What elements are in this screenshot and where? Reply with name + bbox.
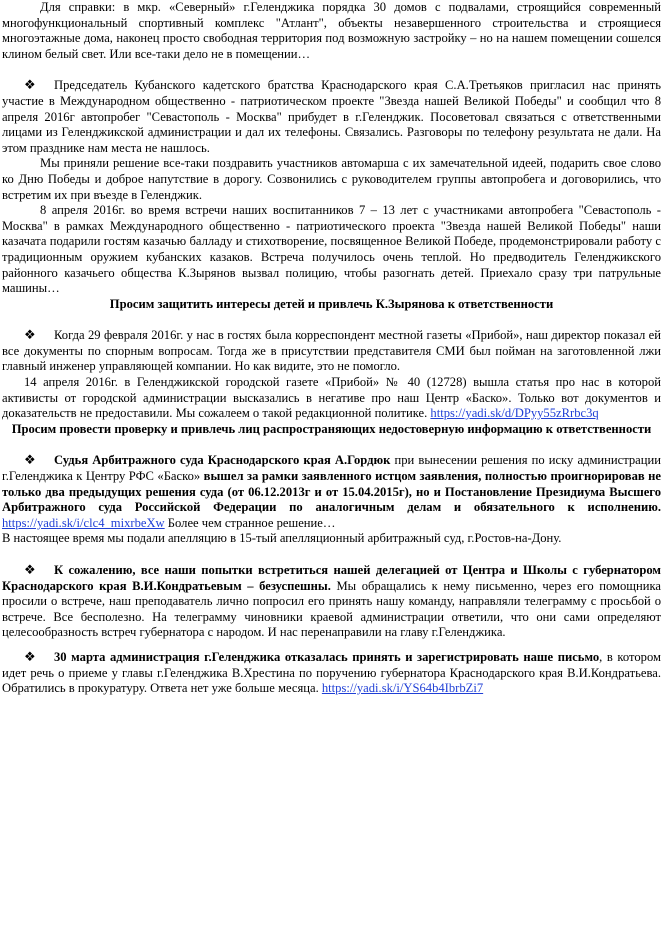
section4-paragraph: ❖ К сожалению, все наши попытки встретиться нашей делегацией от Центра и Школы с губернатором Краснодарского края В.И.Кондратьевым – безуспешны. Мы обращались к нему письменно, через его помощника просили о встрече, наш преподаватель лично попросил его принять нашу команду, направляли телеграмму с просьбой о встрече. Все бесполезно. На телеграмму чиновники краевой администрации ответили, что они сами определяют целесообразность встреч губернатора с народом. И нас перенаправили на главу г.Геленджика.	[2, 562, 661, 640]
section2-paragraph2: 14 апреля 2016г. в Геленджикской городской газете «Прибой» № 40 (12728) вышла статья про нас в которой активисты от городской администрации высказались в негативе про наш Центр «Баско». Только вот документов и доказательств не предоставили. Мы сожалеем о такой редакционной политике. https://yadi.sk/d/DPyy55zRrbc3q	[2, 375, 661, 421]
bullet-diamond-icon: ❖	[24, 77, 36, 93]
section2-paragraph1: ❖ Когда 29 февраля 2016г. у нас в гостях была корреспондент местной газеты «Прибой», наш директор показал ей все документы по спорным вопросам. Тогда же в присутствии представителя СМИ был пойман на заготовленной лжи главный инженер управляющей компании. Но как видите, это не помогло.	[2, 327, 661, 374]
section1-heading: Просим защитить интересы детей и привлечь К.Зырянова к ответственности	[109, 296, 554, 311]
section1-paragraph2: Мы приняли решение все-таки поздравить участников автомарша с их замечательной идеей, подарить свое слово ко Дню Победы и доброе напутствие в дорогу. Созвонились с руководителем группы автопробега и договорились, что встретим их при въезде в Геленджик.	[2, 156, 661, 202]
section3-paragraph1: ❖ Судья Арбитражного суда Краснодарского края А.Гордюк при вынесении решения по иску администрации г.Геленджика к Центру РФС «Баско» вышел за рамки заявленного истцом заявления, полностью проигнорировав не только два предыдущих решения суда (от 06.12.2013г и от 15.04.2015г), но и Постановление Президиума Высшего Арбитражного суда Российской Федерации по аналогичным делам и обязательного к исполнению. https://yadi.sk/i/clc4_mixrbeXw Более чем странное решение…	[2, 452, 661, 530]
section5-link[interactable]: https://yadi.sk/i/YS64b4IbrbZi7	[321, 681, 484, 696]
section3-link[interactable]: https://yadi.sk/i/clc4_mixrbeXw	[2, 515, 165, 530]
section3-paragraph2: В настоящее время мы подали апелляцию в 15-тый апелляционный арбитражный суд, г.Ростов-на-Дону.	[2, 531, 562, 546]
intro-paragraph: Для справки: в мкр. «Северный» г.Геленджика порядка 30 домов с подвалами, строящийся современный многофункциональный спортивный комплекс "Атлант", объекты незавершенного строительства и строящиеся многоэтажные дома, наконец просто свободная территория под возможную застройку – но на нашем помещении сошелся клином белый свет. Или все-таки дело не в помещении…	[2, 0, 661, 61]
bullet-diamond-icon: ❖	[24, 648, 36, 664]
section1-paragraph3: 8 апреля 2016г. во время встречи наших воспитанников 7 – 13 лет с участниками автопробега "Севастополь - Москва" в рамках Международного общественно - патриотического проекта "Звезда нашей Великой Победы" наши казачата подарили гостям казачью балладу и стихотворение, посвященное Великой Победе, продемонстрировали работу с традиционным оружием кубанских казаков. Встреча получилось очень теплой. Но предводитель Геленджикского районного казачьего общества К.Зырянов вызвал полицию, чтобы разогнать детей. Приехало сразу три патрульные машины…	[2, 203, 661, 296]
bullet-diamond-icon: ❖	[24, 562, 36, 577]
section2-heading: Просим провести проверку и привлечь лиц распространяющих недостоверную информацию к ответственности	[11, 421, 652, 436]
section2-link[interactable]: https://yadi.sk/d/DPyy55zRrbc3q	[430, 406, 599, 421]
section1-paragraph1: ❖ Председатель Кубанского кадетского братства Краснодарского края С.А.Третьяков пригласил нас принять участие в Международном общественно - патриотическом проекте "Звезда нашей Великой Победы" и сообщил что 8 апреля 2016г автопробег "Севастополь - Москва" прибудет в г.Геленджик. Посоветовал связаться с ответственными лицами из Геленджикской администрации и дал их телефоны. Связались. Разговоры по телефону результата не дали. На этом празднике нам места не нашлось.	[2, 77, 661, 155]
section5-paragraph: ❖ 30 марта администрация г.Геленджика отказалась принять и зарегистрировать наше письмо, в котором идет речь о приеме у главы г.Геленджика В.Хрестина по поручению губернатора Краснодарского края В.И.Кондратьева. Обратились в прокуратуру. Ответа нет уже больше месяца. https://yadi.sk/i/YS64b4IbrbZi7	[2, 648, 661, 696]
bullet-diamond-icon: ❖	[24, 452, 36, 468]
bullet-diamond-icon: ❖	[24, 327, 36, 343]
